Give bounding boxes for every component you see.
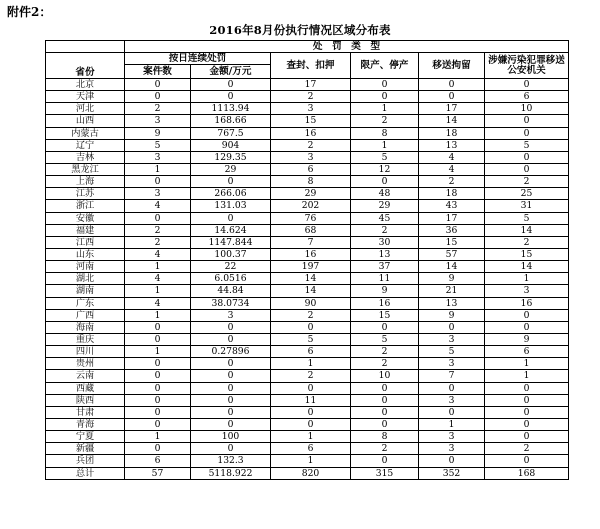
province-cell: 云南 xyxy=(46,370,125,382)
table-row xyxy=(46,431,569,443)
pollution-crime-cell: 0 xyxy=(485,163,569,175)
limit-stop-cell: 315 xyxy=(351,467,419,479)
province-cell: 湖南 xyxy=(46,285,125,297)
limit-stop-cell: 45 xyxy=(351,212,419,224)
province-cell: 宁夏 xyxy=(46,431,125,443)
case-count-cell: 4 xyxy=(125,273,191,285)
amount-cell: 5118.922 xyxy=(191,467,271,479)
amount-cell: 22 xyxy=(191,261,271,273)
province-cell: 甘肃 xyxy=(46,406,125,418)
pollution-crime-cell: 6 xyxy=(485,346,569,358)
province-cell: 山西 xyxy=(46,115,125,127)
seizure-cell: 7 xyxy=(271,236,351,248)
table-body xyxy=(46,79,569,480)
province-cell: 湖北 xyxy=(46,273,125,285)
amount-cell: 38.0734 xyxy=(191,297,271,309)
pollution-crime-cell: 0 xyxy=(485,79,569,91)
seizure-cell: 68 xyxy=(271,224,351,236)
case-count-cell: 0 xyxy=(125,358,191,370)
amount-cell: 266.06 xyxy=(191,188,271,200)
detention-cell: 9 xyxy=(419,309,485,321)
pollution-crime-cell: 0 xyxy=(485,394,569,406)
pollution-crime-cell: 0 xyxy=(485,431,569,443)
detention-cell: 18 xyxy=(419,188,485,200)
detention-cell: 14 xyxy=(419,115,485,127)
amount-cell: 1147.844 xyxy=(191,236,271,248)
case-count-cell: 9 xyxy=(125,127,191,139)
seizure-cell: 2 xyxy=(271,370,351,382)
limit-stop-cell: 0 xyxy=(351,382,419,394)
table-row xyxy=(46,139,569,151)
limit-stop-cell: 0 xyxy=(351,406,419,418)
province-cell: 新疆 xyxy=(46,443,125,455)
detention-cell: 3 xyxy=(419,431,485,443)
case-count-cell: 5 xyxy=(125,139,191,151)
detention-cell: 3 xyxy=(419,358,485,370)
limit-stop-cell: 2 xyxy=(351,115,419,127)
province-cell: 四川 xyxy=(46,346,125,358)
limit-stop-cell: 2 xyxy=(351,346,419,358)
table-row xyxy=(46,382,569,394)
province-cell: 兵团 xyxy=(46,455,125,467)
limit-stop-cell: 0 xyxy=(351,455,419,467)
amount-cell: 14.624 xyxy=(191,224,271,236)
header-daily-continuous: 按日连续处罚 xyxy=(125,53,271,65)
case-count-cell: 0 xyxy=(125,79,191,91)
province-cell: 广东 xyxy=(46,297,125,309)
case-count-cell: 0 xyxy=(125,321,191,333)
seizure-cell: 202 xyxy=(271,200,351,212)
detention-cell: 3 xyxy=(419,443,485,455)
table-title: 2016年8月份执行情况区域分布表 xyxy=(209,23,391,37)
case-count-cell: 3 xyxy=(125,115,191,127)
pollution-crime-cell: 2 xyxy=(485,443,569,455)
case-count-cell: 0 xyxy=(125,91,191,103)
seizure-cell: 3 xyxy=(271,151,351,163)
table-row xyxy=(46,224,569,236)
amount-cell: 6.0516 xyxy=(191,273,271,285)
amount-cell: 0 xyxy=(191,321,271,333)
pollution-crime-cell: 1 xyxy=(485,358,569,370)
table-row xyxy=(46,346,569,358)
amount-cell: 1113.94 xyxy=(191,103,271,115)
detention-cell: 0 xyxy=(419,79,485,91)
province-cell: 辽宁 xyxy=(46,139,125,151)
pollution-crime-cell: 6 xyxy=(485,91,569,103)
seizure-cell: 11 xyxy=(271,394,351,406)
pollution-crime-cell: 0 xyxy=(485,321,569,333)
seizure-cell: 16 xyxy=(271,248,351,260)
amount-cell: 0.27896 xyxy=(191,346,271,358)
amount-cell: 0 xyxy=(191,370,271,382)
province-cell: 黑龙江 xyxy=(46,163,125,175)
limit-stop-cell: 48 xyxy=(351,188,419,200)
limit-stop-cell: 0 xyxy=(351,91,419,103)
pollution-crime-cell: 16 xyxy=(485,297,569,309)
limit-stop-cell: 10 xyxy=(351,370,419,382)
table-row xyxy=(46,309,569,321)
seizure-cell: 6 xyxy=(271,163,351,175)
pollution-crime-cell: 14 xyxy=(485,224,569,236)
table-row xyxy=(46,79,569,91)
amount-cell: 0 xyxy=(191,382,271,394)
pollution-crime-cell: 25 xyxy=(485,188,569,200)
case-count-cell: 0 xyxy=(125,418,191,430)
detention-cell: 57 xyxy=(419,248,485,260)
pollution-crime-cell: 5 xyxy=(485,139,569,151)
header-blank-cell xyxy=(46,41,125,53)
seizure-cell: 1 xyxy=(271,431,351,443)
pollution-crime-cell: 0 xyxy=(485,455,569,467)
province-cell: 总计 xyxy=(46,467,125,479)
seizure-cell: 197 xyxy=(271,261,351,273)
limit-stop-cell: 0 xyxy=(351,321,419,333)
header-penalty-types: 处 罚 类 型 xyxy=(125,41,569,53)
limit-stop-cell: 11 xyxy=(351,273,419,285)
detention-cell: 17 xyxy=(419,212,485,224)
pollution-crime-cell: 2 xyxy=(485,176,569,188)
limit-stop-cell: 0 xyxy=(351,79,419,91)
header-limit-stop: 限产、停产 xyxy=(351,53,419,79)
table-row xyxy=(46,321,569,333)
amount-cell: 0 xyxy=(191,358,271,370)
amount-cell: 904 xyxy=(191,139,271,151)
seizure-cell: 0 xyxy=(271,321,351,333)
limit-stop-cell: 5 xyxy=(351,151,419,163)
province-cell: 贵州 xyxy=(46,358,125,370)
case-count-cell: 2 xyxy=(125,236,191,248)
amount-cell: 0 xyxy=(191,394,271,406)
case-count-cell: 1 xyxy=(125,261,191,273)
amount-cell: 100 xyxy=(191,431,271,443)
limit-stop-cell: 13 xyxy=(351,248,419,260)
pollution-crime-cell: 1 xyxy=(485,370,569,382)
pollution-crime-cell: 2 xyxy=(485,236,569,248)
pollution-crime-cell: 9 xyxy=(485,333,569,345)
detention-cell: 36 xyxy=(419,224,485,236)
case-count-cell: 0 xyxy=(125,370,191,382)
province-cell: 福建 xyxy=(46,224,125,236)
case-count-cell: 1 xyxy=(125,431,191,443)
province-cell: 北京 xyxy=(46,79,125,91)
case-count-cell: 3 xyxy=(125,188,191,200)
seizure-cell: 3 xyxy=(271,103,351,115)
case-count-cell: 1 xyxy=(125,163,191,175)
table-row xyxy=(46,200,569,212)
detention-cell: 0 xyxy=(419,321,485,333)
seizure-cell: 29 xyxy=(271,188,351,200)
detention-cell: 4 xyxy=(419,163,485,175)
limit-stop-cell: 29 xyxy=(351,200,419,212)
table-row xyxy=(46,103,569,115)
table-row xyxy=(46,236,569,248)
pollution-crime-cell: 0 xyxy=(485,115,569,127)
limit-stop-cell: 9 xyxy=(351,285,419,297)
pollution-crime-cell: 168 xyxy=(485,467,569,479)
seizure-cell: 0 xyxy=(271,418,351,430)
amount-cell: 0 xyxy=(191,406,271,418)
pollution-crime-cell: 15 xyxy=(485,248,569,260)
case-count-cell: 0 xyxy=(125,382,191,394)
detention-cell: 7 xyxy=(419,370,485,382)
province-cell: 江西 xyxy=(46,236,125,248)
province-cell: 上海 xyxy=(46,176,125,188)
detention-cell: 3 xyxy=(419,394,485,406)
province-cell: 内蒙古 xyxy=(46,127,125,139)
table-row xyxy=(46,297,569,309)
seizure-cell: 16 xyxy=(271,127,351,139)
limit-stop-cell: 1 xyxy=(351,103,419,115)
pollution-crime-cell: 31 xyxy=(485,200,569,212)
header-pollution-crime: 涉嫌污染犯罪移送公安机关 xyxy=(485,53,569,79)
amount-cell: 29 xyxy=(191,163,271,175)
seizure-cell: 820 xyxy=(271,467,351,479)
limit-stop-cell: 0 xyxy=(351,394,419,406)
case-count-cell: 1 xyxy=(125,309,191,321)
seizure-cell: 8 xyxy=(271,176,351,188)
detention-cell: 5 xyxy=(419,346,485,358)
case-count-cell: 0 xyxy=(125,176,191,188)
detention-cell: 43 xyxy=(419,200,485,212)
province-cell: 重庆 xyxy=(46,333,125,345)
amount-cell: 131.03 xyxy=(191,200,271,212)
detention-cell: 0 xyxy=(419,406,485,418)
province-cell: 浙江 xyxy=(46,200,125,212)
pollution-crime-cell: 0 xyxy=(485,418,569,430)
limit-stop-cell: 15 xyxy=(351,309,419,321)
pollution-crime-cell: 14 xyxy=(485,261,569,273)
detention-cell: 0 xyxy=(419,91,485,103)
amount-cell: 100.37 xyxy=(191,248,271,260)
amount-cell: 0 xyxy=(191,91,271,103)
table-row xyxy=(46,333,569,345)
pollution-crime-cell: 3 xyxy=(485,285,569,297)
detention-cell: 13 xyxy=(419,139,485,151)
amount-cell: 129.35 xyxy=(191,151,271,163)
amount-cell: 0 xyxy=(191,212,271,224)
province-cell: 河北 xyxy=(46,103,125,115)
limit-stop-cell: 12 xyxy=(351,163,419,175)
header-province: 省份 xyxy=(46,53,125,79)
header-amount: 金额/万元 xyxy=(191,65,271,79)
table-row xyxy=(46,127,569,139)
province-cell: 安徽 xyxy=(46,212,125,224)
pollution-crime-cell: 1 xyxy=(485,273,569,285)
seizure-cell: 0 xyxy=(271,406,351,418)
header-case-count: 案件数 xyxy=(125,65,191,79)
amount-cell: 767.5 xyxy=(191,127,271,139)
seizure-cell: 14 xyxy=(271,285,351,297)
seizure-cell: 14 xyxy=(271,273,351,285)
amount-cell: 132.3 xyxy=(191,455,271,467)
case-count-cell: 0 xyxy=(125,333,191,345)
case-count-cell: 2 xyxy=(125,224,191,236)
seizure-cell: 1 xyxy=(271,455,351,467)
case-count-cell: 4 xyxy=(125,248,191,260)
case-count-cell: 4 xyxy=(125,200,191,212)
province-cell: 山东 xyxy=(46,248,125,260)
seizure-cell: 0 xyxy=(271,382,351,394)
pollution-crime-cell: 0 xyxy=(485,382,569,394)
seizure-cell: 15 xyxy=(271,115,351,127)
amount-cell: 0 xyxy=(191,176,271,188)
case-count-cell: 4 xyxy=(125,297,191,309)
limit-stop-cell: 30 xyxy=(351,236,419,248)
limit-stop-cell: 2 xyxy=(351,224,419,236)
limit-stop-cell: 2 xyxy=(351,443,419,455)
attachment-label: 附件2： xyxy=(7,5,52,19)
amount-cell: 0 xyxy=(191,79,271,91)
seizure-cell: 2 xyxy=(271,91,351,103)
header-seizure: 查封、扣押 xyxy=(271,53,351,79)
table-row xyxy=(46,370,569,382)
province-cell: 海南 xyxy=(46,321,125,333)
pollution-crime-cell: 0 xyxy=(485,151,569,163)
seizure-cell: 90 xyxy=(271,297,351,309)
province-cell: 广西 xyxy=(46,309,125,321)
seizure-cell: 76 xyxy=(271,212,351,224)
table-row xyxy=(46,261,569,273)
seizure-cell: 6 xyxy=(271,346,351,358)
detention-cell: 14 xyxy=(419,261,485,273)
province-cell: 西藏 xyxy=(46,382,125,394)
limit-stop-cell: 5 xyxy=(351,333,419,345)
province-cell: 陕西 xyxy=(46,394,125,406)
province-cell: 河南 xyxy=(46,261,125,273)
table-row xyxy=(46,418,569,430)
amount-cell: 168.66 xyxy=(191,115,271,127)
seizure-cell: 5 xyxy=(271,333,351,345)
amount-cell: 0 xyxy=(191,443,271,455)
province-cell: 天津 xyxy=(46,91,125,103)
case-count-cell: 1 xyxy=(125,285,191,297)
detention-cell: 21 xyxy=(419,285,485,297)
limit-stop-cell: 8 xyxy=(351,431,419,443)
detention-cell: 4 xyxy=(419,151,485,163)
detention-cell: 18 xyxy=(419,127,485,139)
table-row xyxy=(46,358,569,370)
case-count-cell: 57 xyxy=(125,467,191,479)
table-row xyxy=(46,188,569,200)
case-count-cell: 1 xyxy=(125,346,191,358)
case-count-cell: 0 xyxy=(125,394,191,406)
table-row xyxy=(46,115,569,127)
total-row xyxy=(46,467,569,479)
region-distribution-table xyxy=(45,40,569,480)
seizure-cell: 1 xyxy=(271,358,351,370)
case-count-cell: 6 xyxy=(125,455,191,467)
amount-cell: 0 xyxy=(191,418,271,430)
table-row xyxy=(46,176,569,188)
detention-cell: 13 xyxy=(419,297,485,309)
detention-cell: 1 xyxy=(419,418,485,430)
detention-cell: 0 xyxy=(419,455,485,467)
detention-cell: 15 xyxy=(419,236,485,248)
table-row xyxy=(46,406,569,418)
pollution-crime-cell: 10 xyxy=(485,103,569,115)
table-row xyxy=(46,212,569,224)
case-count-cell: 0 xyxy=(125,443,191,455)
limit-stop-cell: 1 xyxy=(351,139,419,151)
province-cell: 江苏 xyxy=(46,188,125,200)
province-cell: 吉林 xyxy=(46,151,125,163)
seizure-cell: 2 xyxy=(271,309,351,321)
table-row xyxy=(46,248,569,260)
detention-cell: 0 xyxy=(419,382,485,394)
table-row xyxy=(46,273,569,285)
pollution-crime-cell: 0 xyxy=(485,127,569,139)
case-count-cell: 0 xyxy=(125,212,191,224)
case-count-cell: 0 xyxy=(125,406,191,418)
pollution-crime-cell: 0 xyxy=(485,309,569,321)
seizure-cell: 17 xyxy=(271,79,351,91)
table-row xyxy=(46,151,569,163)
table-row xyxy=(46,91,569,103)
detention-cell: 3 xyxy=(419,333,485,345)
seizure-cell: 2 xyxy=(271,139,351,151)
limit-stop-cell: 0 xyxy=(351,176,419,188)
amount-cell: 0 xyxy=(191,333,271,345)
amount-cell: 44.84 xyxy=(191,285,271,297)
province-cell: 青海 xyxy=(46,418,125,430)
limit-stop-cell: 2 xyxy=(351,358,419,370)
limit-stop-cell: 16 xyxy=(351,297,419,309)
header-detention: 移送拘留 xyxy=(419,53,485,79)
detention-cell: 9 xyxy=(419,273,485,285)
limit-stop-cell: 8 xyxy=(351,127,419,139)
case-count-cell: 3 xyxy=(125,151,191,163)
pollution-crime-cell: 5 xyxy=(485,212,569,224)
table-row xyxy=(46,455,569,467)
detention-cell: 17 xyxy=(419,103,485,115)
table-row xyxy=(46,285,569,297)
limit-stop-cell: 37 xyxy=(351,261,419,273)
table-row xyxy=(46,443,569,455)
table-row xyxy=(46,394,569,406)
amount-cell: 3 xyxy=(191,309,271,321)
table-row xyxy=(46,163,569,175)
seizure-cell: 6 xyxy=(271,443,351,455)
limit-stop-cell: 0 xyxy=(351,418,419,430)
detention-cell: 2 xyxy=(419,176,485,188)
pollution-crime-cell: 0 xyxy=(485,406,569,418)
detention-cell: 352 xyxy=(419,467,485,479)
case-count-cell: 2 xyxy=(125,103,191,115)
